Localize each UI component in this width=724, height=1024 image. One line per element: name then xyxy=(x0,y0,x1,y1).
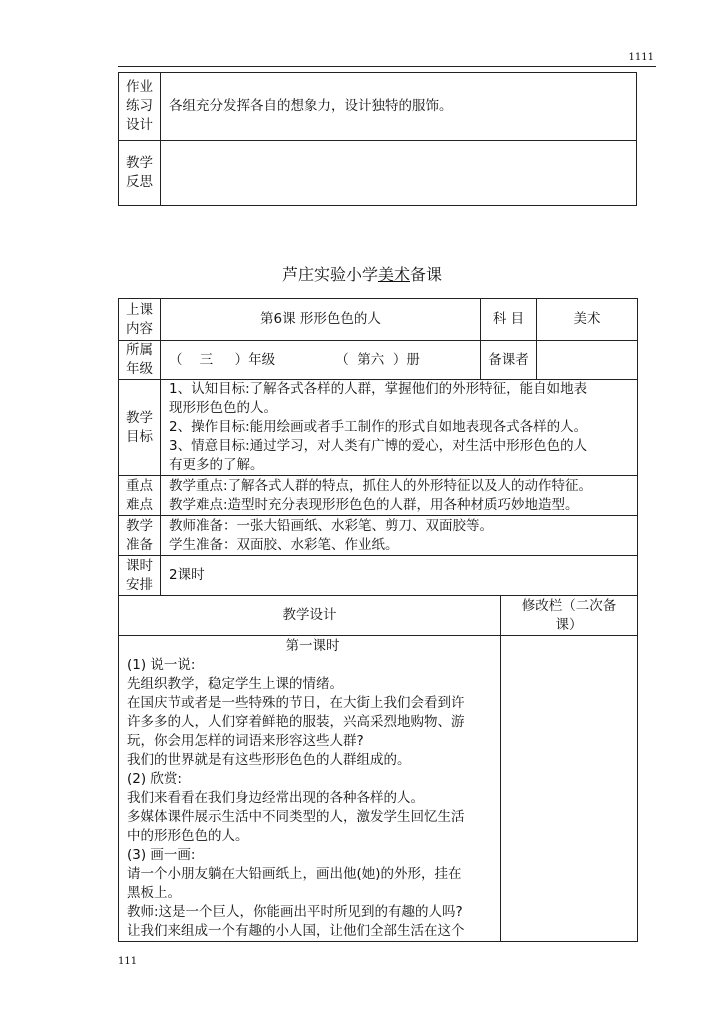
reflection-label: 教学 反思 xyxy=(119,141,161,206)
footer-page-number: 111 xyxy=(118,956,138,967)
homework-text: 各组充分发挥各自的想象力，设计独特的服饰。 xyxy=(161,73,637,141)
revision-column xyxy=(501,636,638,942)
key-points-label: 重点 难点 xyxy=(119,476,161,516)
homework-reflection-table xyxy=(118,72,637,206)
preparation-label: 教学 准备 xyxy=(119,516,161,556)
design-line: 教师:这是一个巨人，你能画出平时所见到的有趣的人吗? xyxy=(127,904,463,920)
lesson-title: 第6课 形形色色的人 xyxy=(161,299,481,341)
header-rule xyxy=(118,66,656,67)
key-points-text: 教学重点:了解各式人群的特点，抓住人的外形特征以及人的动作特征。 教学难点:造型时充分表现形形色色的人群，用各种材质巧妙地造型。 xyxy=(161,476,638,516)
design-header: 教学设计 xyxy=(119,596,501,636)
preparer-label: 备课者 xyxy=(481,341,537,380)
design-line: (2) 欣赏: xyxy=(127,771,182,787)
design-line: 我们的世界就是有这些形形色色的人群组成的。 xyxy=(127,752,411,768)
title-suffix: 备课 xyxy=(410,265,443,284)
design-line: 多媒体课件展示生活中不同类型的人，激发学生回忆生活 xyxy=(127,809,465,825)
design-lines xyxy=(127,656,498,941)
reflection-text xyxy=(161,141,637,206)
subject-label: 科 目 xyxy=(481,299,537,341)
preparer-value xyxy=(537,341,638,380)
goals-text: 1、认知目标:了解各式各样的人群，掌握他们的外形特征，能自如地表 现形形色色的人。 2、操作目标:能用绘画或者手工制作的形式自如地表现各式各样的人。 3、情意目标:通过学习，对人类有广博的爱心，对生活中形形色色的人 有更多的了解。 xyxy=(161,380,638,476)
design-line: 我们来看看在我们身边经常出现的各种各样的人。 xyxy=(127,790,424,806)
design-line: 许多多的人，人们穿着鲜艳的服装，兴高采烈地购物、游 xyxy=(127,714,465,730)
hours-text: 2课时 xyxy=(161,556,638,596)
design-line: 玩，你会用怎样的词语来形容这些人群? xyxy=(127,733,364,749)
design-line: 让我们来组成一个有趣的小人国，让他们全部生活在这个 xyxy=(127,923,465,939)
design-line: 先组织教学，稳定学生上课的情绪。 xyxy=(127,676,343,692)
grade-text: （ 三 ）年级 （ 第六 ）册 xyxy=(161,341,481,380)
revision-header: 修改栏（二次备 课） xyxy=(501,596,638,636)
homework-label: 作业 练习 设计 xyxy=(119,73,161,141)
design-line: (3) 画一画: xyxy=(127,847,196,863)
preparation-text: 教师准备：一张大铅画纸、水彩笔、剪刀、双面胶等。 学生准备：双面胶、水彩笔、作业纸。 xyxy=(161,516,638,556)
first-lesson-title: 第一课时 xyxy=(285,638,340,654)
design-line: 请一个小朋友躺在大铅画纸上，画出他(她)的外形，挂在 xyxy=(127,866,462,882)
school-name: 芦庄实验小学 xyxy=(281,265,378,284)
goals-label: 教学 目标 xyxy=(119,380,161,476)
design-line: 黑板上。 xyxy=(127,885,181,901)
grade-label: 所属 年级 xyxy=(119,341,161,380)
header-page-number: 1111 xyxy=(628,52,654,63)
design-line: 中的形形色色的人。 xyxy=(127,828,249,844)
design-line: 在国庆节或者是一些特殊的节日，在大街上我们会看到许 xyxy=(127,695,465,711)
subject-value: 美术 xyxy=(537,299,638,341)
design-line: (1) 说一说: xyxy=(127,657,196,673)
document-title xyxy=(0,262,724,285)
subject-underlined: 美术 xyxy=(377,265,410,284)
content-label: 上课 内容 xyxy=(119,299,161,341)
hours-label: 课时 安排 xyxy=(119,556,161,596)
lesson-plan-table xyxy=(118,298,638,942)
design-content xyxy=(119,636,501,942)
